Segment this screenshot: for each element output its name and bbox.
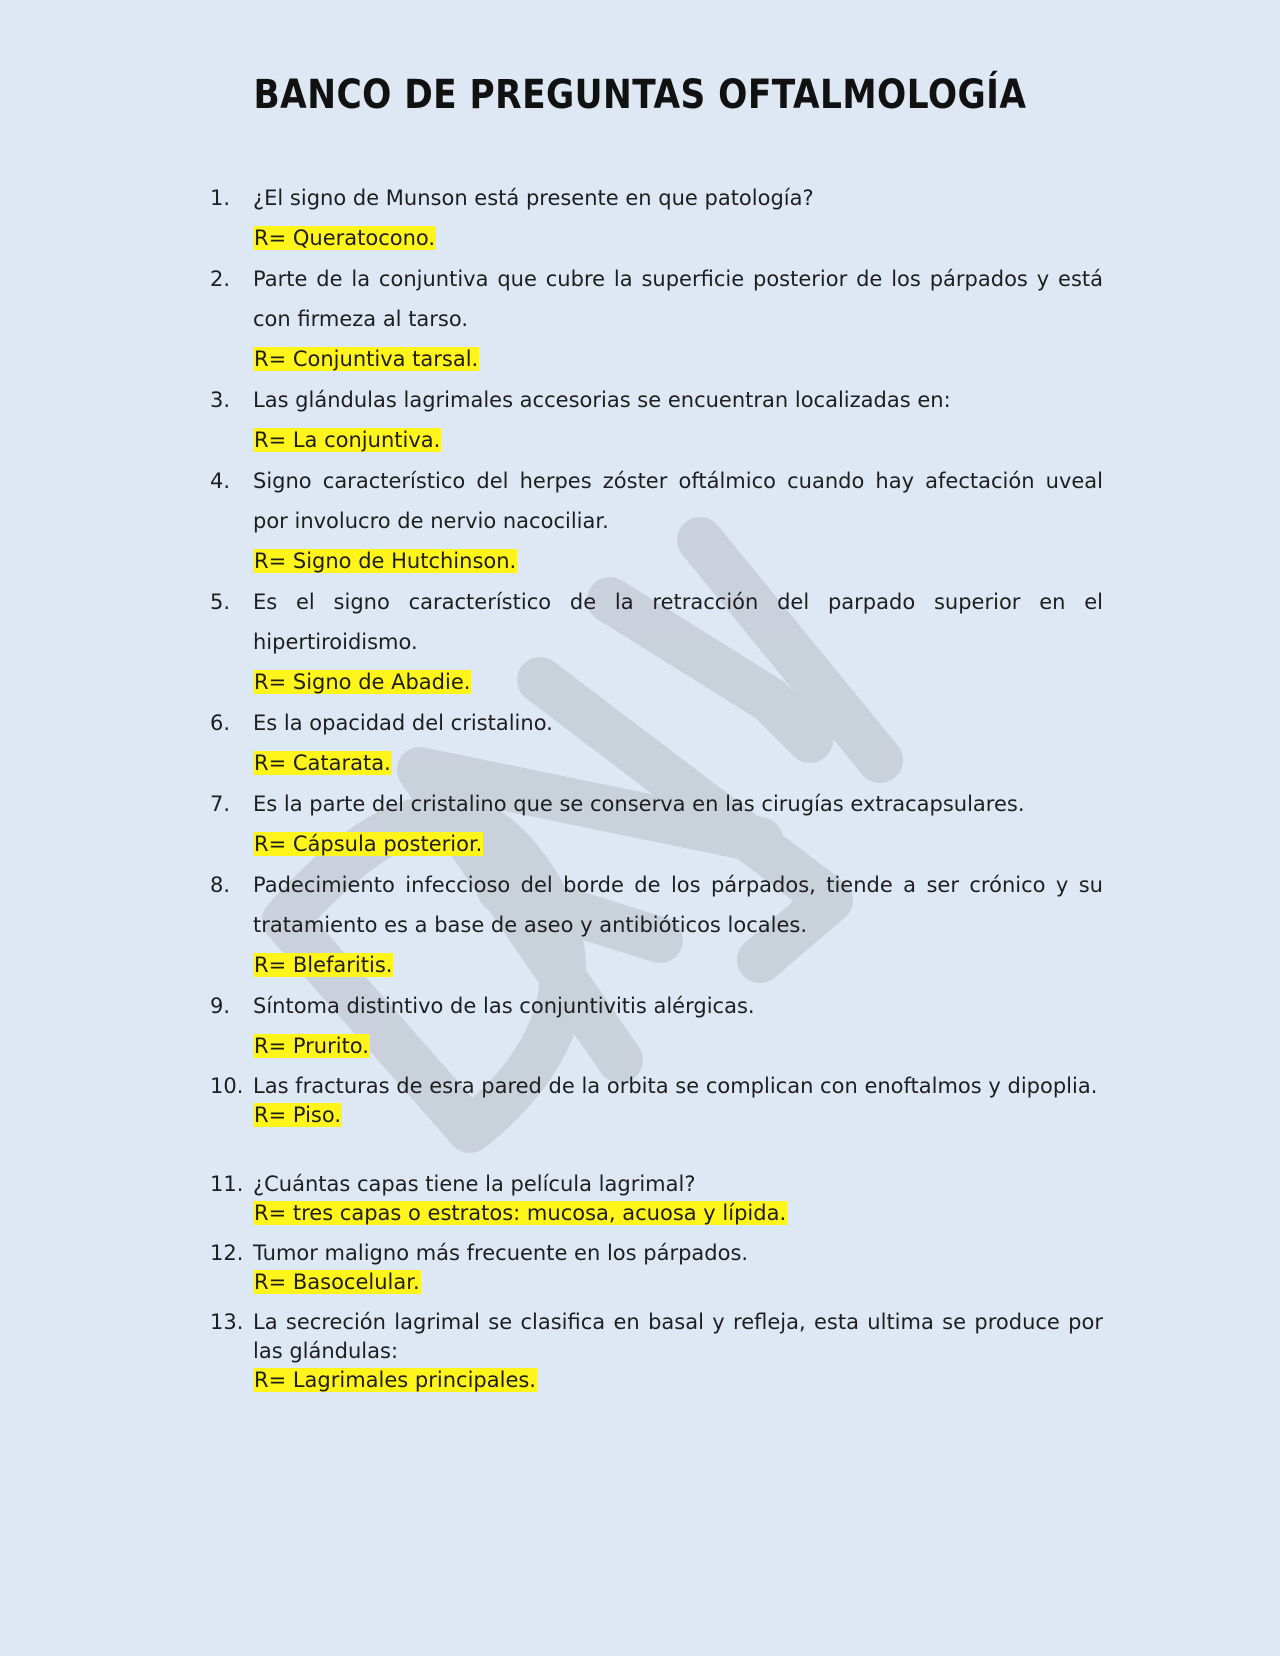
question-text: Las fracturas de esra pared de la orbita se complican con enoftalmos y dipoplia. — [253, 1074, 1098, 1098]
item-number: 4. — [210, 469, 231, 493]
item-number: 13. — [210, 1310, 244, 1334]
list-item — [210, 865, 1103, 985]
question-text: Signo característico del herpes zóster oftálmico cuando hay afectación uveal por involucro de nervio nacociliar. — [253, 469, 1103, 533]
list-item — [210, 1170, 1103, 1228]
answer-highlight: R= Signo de Abadie. — [254, 670, 471, 694]
list-item — [210, 986, 1103, 1066]
answer-highlight: R= Queratocono. — [254, 226, 436, 250]
answer-highlight: R= Signo de Hutchinson. — [254, 549, 517, 573]
list-item — [210, 1072, 1103, 1130]
answer-highlight: R= Conjuntiva tarsal. — [254, 347, 479, 371]
answer-highlight: R= Cápsula posterior. — [254, 832, 483, 856]
answer-text — [253, 541, 1103, 581]
item-number: 3. — [210, 388, 231, 412]
item-number: 11. — [210, 1172, 244, 1196]
question-text: Síntoma distintivo de las conjuntivitis alérgicas. — [253, 994, 755, 1018]
answer-highlight: R= Prurito. — [254, 1034, 369, 1058]
answer-text — [253, 662, 1103, 702]
list-item — [210, 461, 1103, 581]
answer-text — [253, 1101, 1103, 1130]
question-text: Parte de la conjuntiva que cubre la superficie posterior de los párpados y está con firmeza al tarso. — [253, 267, 1103, 331]
page-title: BANCO DE PREGUNTAS OFTALMOLOGÍA — [253, 72, 1027, 118]
item-number: 12. — [210, 1241, 244, 1265]
answer-highlight: R= Catarata. — [254, 751, 391, 775]
answer-text — [253, 743, 1103, 783]
answer-text — [253, 218, 1103, 258]
answer-text — [253, 1026, 1103, 1066]
answer-text — [253, 1366, 1103, 1395]
item-number: 2. — [210, 267, 231, 291]
answer-highlight: R= Lagrimales principales. — [254, 1368, 536, 1392]
answer-highlight: R= tres capas o estratos: mucosa, acuosa y lípida. — [254, 1201, 787, 1225]
question-text: Es el signo característico de la retracción del parpado superior en el hipertiroidismo. — [253, 590, 1103, 654]
question-text: ¿El signo de Munson está presente en que patología? — [253, 186, 814, 210]
answer-text — [253, 824, 1103, 864]
item-number: 1. — [210, 186, 231, 210]
question-text: Las glándulas lagrimales accesorias se encuentran localizadas en: — [253, 388, 951, 412]
list-item — [210, 1308, 1103, 1395]
question-text: Padecimiento infeccioso del borde de los párpados, tiende a ser crónico y su tratamiento es a base de aseo y antibióticos locales. — [253, 873, 1103, 937]
question-text: Es la opacidad del cristalino. — [253, 711, 553, 735]
list-item — [210, 1239, 1103, 1297]
item-number: 5. — [210, 590, 231, 614]
answer-highlight: R= Basocelular. — [254, 1270, 420, 1294]
question-text: Es la parte del cristalino que se conserva en las cirugías extracapsulares. — [253, 792, 1025, 816]
question-text: La secreción lagrimal se clasifica en basal y refleja, esta ultima se produce por las glándulas: — [253, 1310, 1103, 1363]
list-item — [210, 784, 1103, 864]
list-item — [210, 703, 1103, 783]
answer-highlight: R= La conjuntiva. — [254, 428, 441, 452]
question-text: ¿Cuántas capas tiene la película lagrimal? — [253, 1172, 696, 1196]
answer-text — [253, 1199, 1103, 1228]
answer-text — [253, 945, 1103, 985]
answer-text — [253, 339, 1103, 379]
answer-text — [253, 1268, 1103, 1297]
answer-highlight: R= Blefaritis. — [254, 953, 393, 977]
list-item — [210, 582, 1103, 702]
item-number: 9. — [210, 994, 231, 1018]
answer-text — [253, 420, 1103, 460]
item-number: 10. — [210, 1074, 244, 1098]
item-number: 7. — [210, 792, 231, 816]
item-number: 6. — [210, 711, 231, 735]
question-text: Tumor maligno más frecuente en los párpados. — [253, 1241, 749, 1265]
list-item — [210, 259, 1103, 379]
item-number: 8. — [210, 873, 231, 897]
list-item — [210, 380, 1103, 460]
answer-highlight: R= Piso. — [254, 1103, 341, 1127]
list-item — [210, 178, 1103, 258]
